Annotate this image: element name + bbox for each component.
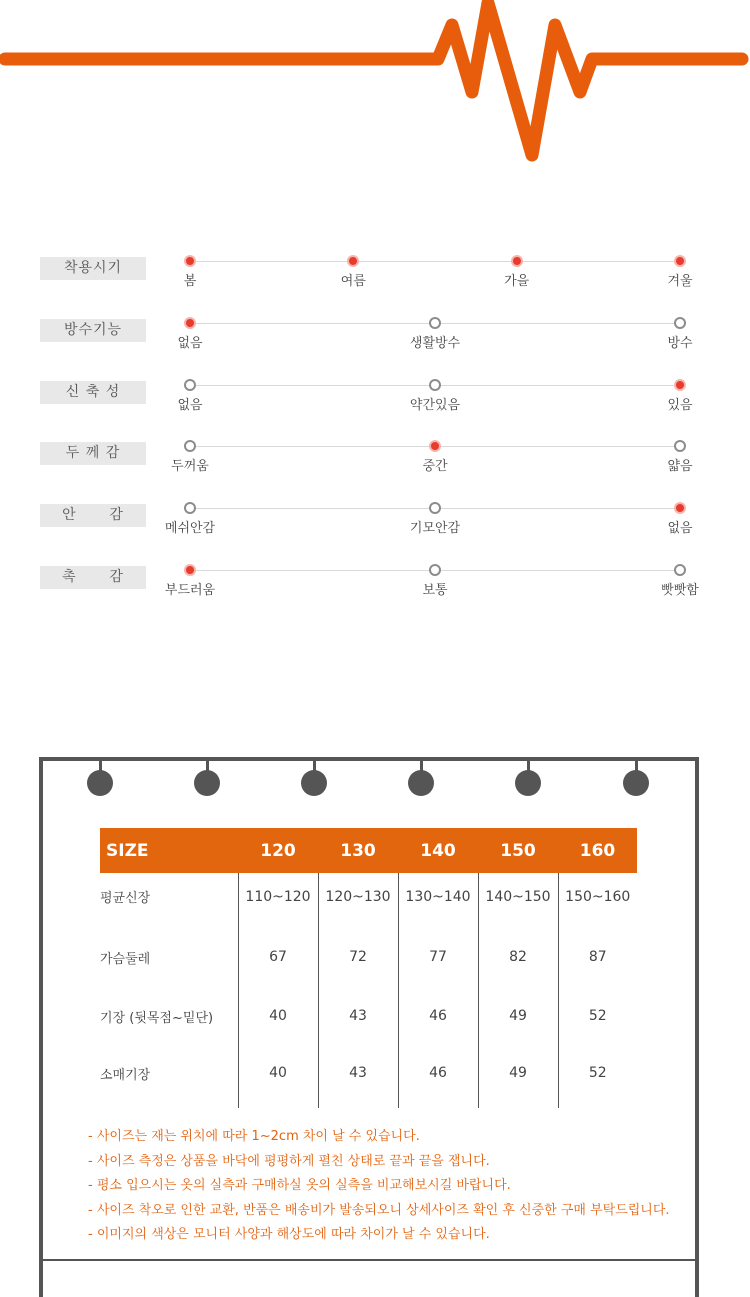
selected-dot-icon (674, 502, 686, 514)
attribute-option-label: 겨울 (667, 274, 693, 289)
table-cell: 43 (318, 1038, 398, 1108)
table-cell: 52 (558, 1038, 637, 1108)
attribute-option-label: 두꺼움 (171, 459, 209, 474)
attribute-option-label: 얇음 (667, 459, 693, 474)
table-cell: 72 (318, 920, 398, 994)
size-header-cell: 130 (318, 828, 398, 873)
attribute-option-label: 빳빳함 (661, 583, 699, 598)
attribute-option-label: 약간있음 (409, 398, 461, 413)
table-cell: 110~120 (238, 873, 318, 920)
hanger-ball (623, 770, 649, 796)
attribute-row (0, 261, 750, 311)
table-cell: 46 (398, 994, 478, 1038)
hanger-icon (623, 757, 649, 796)
attribute-option-label: 없음 (177, 398, 203, 413)
selected-dot-icon (511, 255, 523, 267)
size-table (100, 828, 637, 1108)
attribute-row (0, 570, 750, 620)
divider (43, 1259, 695, 1261)
size-header-cell: 120 (238, 828, 318, 873)
note-line: - 이미지의 색상은 모니터 사양과 해상도에 따라 차이가 날 수 있습니다. (88, 1227, 490, 1242)
unselected-dot-icon (674, 317, 686, 329)
selected-dot-icon (184, 255, 196, 267)
unselected-dot-icon (674, 564, 686, 576)
table-cell: 46 (398, 1038, 478, 1108)
table-row (100, 994, 637, 1038)
unselected-dot-icon (429, 317, 441, 329)
selected-dot-icon (347, 255, 359, 267)
attribute-option-label: 메쉬안감 (164, 521, 216, 536)
table-cell: 120~130 (318, 873, 398, 920)
attribute-row (0, 385, 750, 435)
hanger-ball (194, 770, 220, 796)
hanger-ball (515, 770, 541, 796)
unselected-dot-icon (184, 440, 196, 452)
note-line: - 사이즈 착오로 인한 교환, 반품은 배송비가 발송되오니 상세사이즈 확인 후 신중한 구매 부탁드립니다. (88, 1202, 670, 1218)
attribute-option-label: 가을 (504, 274, 530, 289)
hanger-icon (515, 757, 541, 796)
attribute-option-label: 기모안감 (409, 521, 461, 536)
attribute-row (0, 323, 750, 373)
table-cell: 150~160 (558, 873, 637, 920)
size-header-cell: 160 (558, 828, 637, 873)
note-line: - 사이즈는 재는 위치에 따라 1~2cm 차이 날 수 있습니다. (88, 1129, 420, 1144)
attribute-row (0, 446, 750, 496)
selected-dot-icon (184, 564, 196, 576)
attribute-option-label: 생활방수 (409, 336, 461, 351)
size-header-cell: 150 (478, 828, 558, 873)
selected-dot-icon (429, 440, 441, 452)
hanger-icon (87, 757, 113, 796)
table-cell: 67 (238, 920, 318, 994)
size-header-label: SIZE (100, 828, 238, 873)
attribute-label: 착용시기 (40, 257, 146, 280)
table-cell: 49 (478, 1038, 558, 1108)
attribute-label: 촉 감 (40, 566, 146, 589)
row-label: 소매기장 (100, 1067, 151, 1083)
table-cell: 49 (478, 994, 558, 1038)
hanger-icon (301, 757, 327, 796)
unselected-dot-icon (429, 379, 441, 391)
hanger-ball (301, 770, 327, 796)
unselected-dot-icon (184, 502, 196, 514)
selected-dot-icon (674, 379, 686, 391)
attribute-option-label: 방수 (667, 336, 693, 351)
attribute-option-label: 부드러움 (164, 583, 216, 598)
attribute-scale-line (190, 261, 680, 262)
table-cell: 87 (558, 920, 637, 994)
table-row (100, 873, 637, 920)
unselected-dot-icon (674, 440, 686, 452)
selected-dot-icon (674, 255, 686, 267)
attribute-label: 안 감 (40, 504, 146, 527)
row-label: 가슴둘레 (100, 951, 151, 967)
table-cell: 40 (238, 994, 318, 1038)
attribute-label: 방수기능 (40, 319, 146, 342)
hanger-icon (408, 757, 434, 796)
table-cell: 130~140 (398, 873, 478, 920)
size-header-cell: 140 (398, 828, 478, 873)
size-notes (88, 1125, 698, 1248)
attribute-option-label: 여름 (340, 274, 366, 289)
attribute-option-label: 없음 (177, 336, 203, 351)
attribute-option-label: 보통 (422, 583, 448, 598)
hanger-ball (408, 770, 434, 796)
row-label: 평균신장 (100, 891, 151, 906)
attribute-row (0, 508, 750, 558)
table-cell: 52 (558, 994, 637, 1038)
attribute-label: 두 께 감 (40, 442, 146, 465)
table-cell: 40 (238, 1038, 318, 1108)
hanger-ball (87, 770, 113, 796)
attribute-option-label: 중간 (422, 459, 448, 474)
note-line: - 사이즈 측정은 상품을 바닥에 평평하게 펼친 상태로 끝과 끝을 잽니다. (88, 1153, 490, 1169)
table-cell: 43 (318, 994, 398, 1038)
unselected-dot-icon (429, 564, 441, 576)
table-row (100, 920, 637, 994)
unselected-dot-icon (184, 379, 196, 391)
attribute-option-label: 봄 (183, 274, 197, 289)
selected-dot-icon (184, 317, 196, 329)
attribute-option-label: 없음 (667, 521, 693, 536)
table-cell: 77 (398, 920, 478, 994)
heartbeat-line-icon (0, 0, 750, 170)
row-label: 기장 (뒷목점~밑단) (100, 1010, 214, 1026)
attribute-option-label: 있음 (667, 398, 693, 413)
table-cell: 82 (478, 920, 558, 994)
table-cell: 140~150 (478, 873, 558, 920)
table-row (100, 1038, 637, 1108)
attribute-label: 신 축 성 (40, 381, 146, 404)
note-line: - 평소 입으시는 옷의 실측과 구매하실 옷의 실측을 비교해보시길 바랍니다. (88, 1178, 511, 1193)
size-table-header (100, 828, 637, 873)
hanger-icon (194, 757, 220, 796)
unselected-dot-icon (429, 502, 441, 514)
